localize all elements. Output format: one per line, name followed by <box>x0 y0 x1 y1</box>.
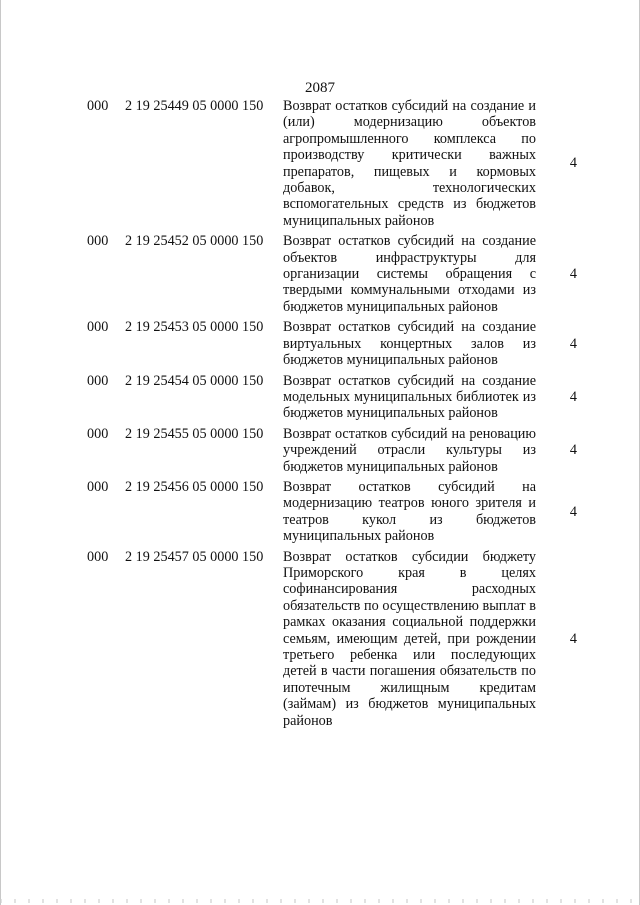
admin-code: 000 <box>87 233 109 250</box>
budget-classification-code: 2 19 25454 05 0000 150 <box>125 372 264 389</box>
admin-code: 000 <box>87 319 109 336</box>
budget-classification-code: 2 19 25455 05 0000 150 <box>125 425 264 442</box>
income-description: Возврат остатков субсидий на реновацию учреждений отрасли культуры из бюджетов муниципальных районов <box>283 425 536 475</box>
column-value-text: 4 <box>569 388 577 405</box>
column-value-text: 4 <box>569 155 577 172</box>
column-value <box>536 319 587 368</box>
budget-classification-code: 2 19 25457 05 0000 150 <box>125 548 264 565</box>
table-row <box>87 98 587 229</box>
admin-code: 000 <box>87 98 109 114</box>
table-row <box>87 233 587 315</box>
income-description: Возврат остатков субсидий на создание виртуальных концертных залов из бюджетов муниципальных районов <box>283 319 536 369</box>
admin-code: 000 <box>87 372 109 389</box>
table-row <box>87 319 587 368</box>
budget-classification-code: 2 19 25449 05 0000 150 <box>125 98 264 114</box>
budget-code-table <box>87 98 587 733</box>
table-row <box>87 426 587 475</box>
budget-classification-code: 2 19 25453 05 0000 150 <box>125 319 264 336</box>
column-value <box>536 233 587 315</box>
column-value-text: 4 <box>569 335 577 352</box>
column-value <box>536 479 587 545</box>
income-description: Возврат остатков субсидий на создание модельных муниципальных библиотек из бюджетов муниципальных районов <box>283 372 536 422</box>
income-description: Возврат остатков субсидий на создание и (или) модернизацию объектов агропромышленного комплекса по производству критически важных препаратов, пищевых и кормовых добавок, технологических вспомогательных средств из бюджетов муниципальных районов <box>283 98 536 229</box>
admin-code: 000 <box>87 425 109 442</box>
column-value <box>536 549 587 729</box>
column-value <box>536 373 587 422</box>
income-description: Возврат остатков субсидий на модернизацию театров юного зрителя и театров кукол из бюджетов муниципальных районов <box>283 478 536 545</box>
page-number: 2087 <box>305 80 335 96</box>
admin-code: 000 <box>87 478 109 495</box>
budget-classification-code: 2 19 25452 05 0000 150 <box>125 233 264 250</box>
column-value <box>536 98 587 229</box>
column-value <box>536 426 587 475</box>
income-description: Возврат остатков субсидий на создание объектов инфраструктуры для организации системы обращения с твердыми коммунальными отходами из бюджетов муниципальных районов <box>283 233 536 315</box>
scan-edge-artifact <box>0 899 640 903</box>
column-value-text: 4 <box>569 442 577 459</box>
table-row <box>87 373 587 422</box>
table-row <box>87 549 587 729</box>
column-value-text: 4 <box>569 503 577 520</box>
column-value-text: 4 <box>569 266 577 283</box>
admin-code: 000 <box>87 548 109 565</box>
column-value-text: 4 <box>569 630 577 647</box>
income-description: Возврат остатков субсидии бюджету Приморского края в целях софинансирования расходных обязательств по осуществлению выплат в рамках оказания социальной поддержки семьям, имеющим детей, при рождении третьего ребенка или последующих детей в части погашения обязательств по ипотечным жилищным кредитам (займам) из бюджетов муниципальных районов <box>283 548 536 729</box>
table-row <box>87 479 587 545</box>
budget-classification-code: 2 19 25456 05 0000 150 <box>125 478 264 495</box>
